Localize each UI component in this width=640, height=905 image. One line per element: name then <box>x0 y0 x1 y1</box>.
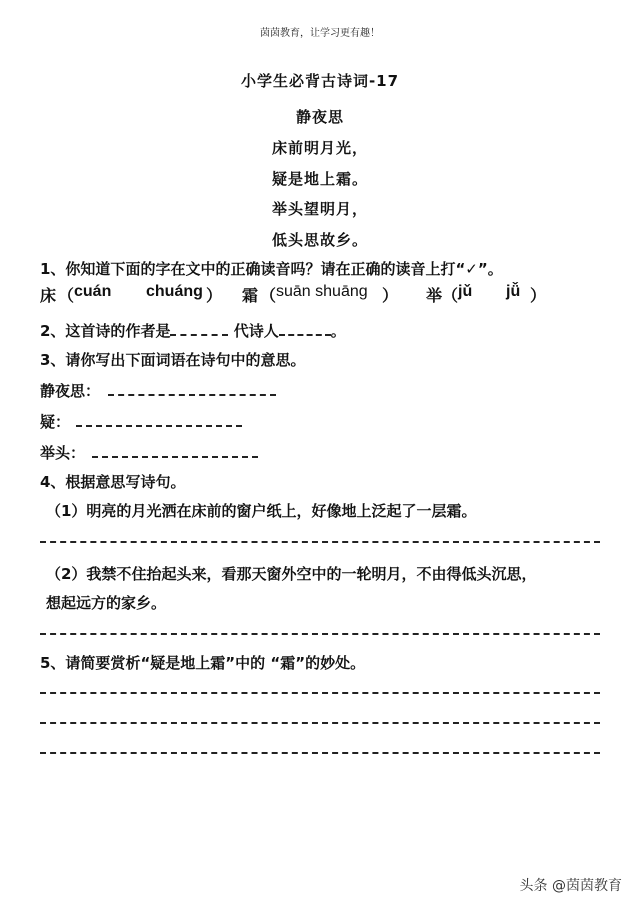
dynasty-blank[interactable] <box>279 334 331 336</box>
pinyin-option[interactable]: cuán <box>74 283 112 300</box>
question-4: 4、根据意思写诗句。 <box>40 473 186 491</box>
poem-line: 举头望明月， <box>271 200 368 218</box>
char-shuang: 霜 <box>242 286 259 305</box>
page-header: 茵茵教育，让学习更有趣！ <box>260 28 380 39</box>
paren-close: ） <box>382 286 399 305</box>
field-label: 举头： <box>40 444 86 462</box>
author-blank[interactable] <box>170 334 228 336</box>
q2-prefix: 2、这首诗的作者是 <box>40 322 171 340</box>
poem-title: 静夜思 <box>295 108 344 126</box>
field-label: 疑： <box>40 413 71 431</box>
question-2 <box>40 320 346 341</box>
pinyin-option[interactable]: chuáng <box>146 283 203 300</box>
poem-line: 疑是地上霜。 <box>271 170 368 188</box>
question-4-2: （2）我禁不住抬起头来，看那天窗外空中的一轮明月，不由得低头沉思， <box>46 565 537 583</box>
page-title: 小学生必背古诗词-17 <box>240 72 400 90</box>
paren-open: （ <box>260 286 277 305</box>
watermark: 头条 @茵茵教育 <box>519 878 622 894</box>
paren-close: ） <box>206 286 223 305</box>
answer-line-4-1[interactable] <box>40 541 600 543</box>
poem-line: 床前明月光， <box>271 139 368 157</box>
paren-open: （ <box>442 286 459 305</box>
answer-line-yi[interactable] <box>76 425 242 427</box>
field-label: 静夜思： <box>40 382 101 400</box>
answer-line-4-2[interactable] <box>40 633 600 635</box>
poem-line: 低头思故乡。 <box>271 231 368 249</box>
char-ju: 举 <box>426 286 443 305</box>
answer-line-5[interactable] <box>40 692 600 694</box>
answer-line-5[interactable] <box>40 752 600 754</box>
q2-end: 。 <box>330 322 346 340</box>
question-5: 5、请简要赏析“疑是地上霜”中的 “霜”的妙处。 <box>40 654 366 672</box>
question-3: 3、请你写出下面词语在诗句中的意思。 <box>40 351 306 369</box>
answer-line-jutou[interactable] <box>92 456 258 458</box>
char-chuang: 床 <box>40 286 57 305</box>
question-1: 1、你知道下面的字在文中的正确读音吗？请在正确的读音上打“✓”。 <box>40 260 503 278</box>
question-4-2-cont: 想起远方的家乡。 <box>46 594 167 612</box>
q2-middle: 代诗人 <box>233 322 279 340</box>
paren-close: ） <box>530 286 547 305</box>
pinyin-option[interactable]: suān shuāng <box>276 283 368 300</box>
question-4-1: （1）明亮的月光洒在床前的窗户纸上，好像地上泛起了一层霜。 <box>46 502 477 520</box>
pinyin-option[interactable]: jǔ <box>458 283 473 300</box>
answer-line-jingyesi[interactable] <box>108 394 276 396</box>
pinyin-option[interactable]: jǚ <box>506 283 521 300</box>
paren-open: （ <box>58 286 75 305</box>
answer-line-5[interactable] <box>40 722 600 724</box>
